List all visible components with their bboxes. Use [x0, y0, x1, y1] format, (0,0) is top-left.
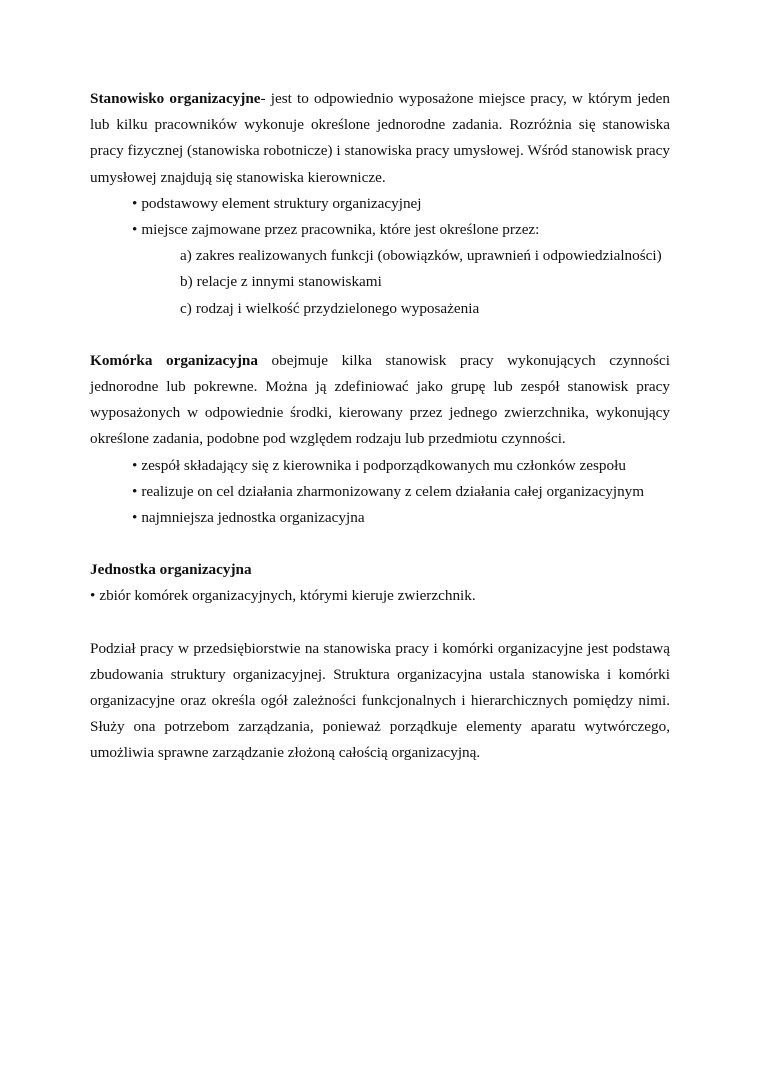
bullet-icon: • — [132, 221, 138, 239]
bullet-icon: • — [132, 509, 138, 527]
bullet-icon: • — [132, 194, 138, 212]
jednostka-bullet-list — [90, 583, 670, 609]
bullet-icon: • — [132, 456, 138, 474]
komorka-term: Komórka organizacyjna — [90, 351, 258, 369]
list-item: • podstawowy element struktury organizacyjnej — [132, 191, 670, 217]
list-item: • zespół składający się z kierownika i podporządkowanych mu członków zespołu — [132, 453, 670, 479]
list-item: a) zakres realizowanych funkcji (obowiązków, uprawnień i odpowiedzialności) — [180, 247, 662, 265]
komorka-definition-text: obejmuje kilka stanowisk pracy wykonujących czynności jednorodne lub pokrewne. Można ją zdefiniować jako grupę lub zespół stanowisk pracy wyposażonych w odpowiednie środki, kierowany przez jednego zwierzchnika, wykonujący określone zadania, podobne pod względem rodzaju lub przedmiotu czynności. — [90, 351, 671, 448]
komorka-definition — [90, 348, 670, 453]
stanowisko-definition-text: - jest to odpowiednio wyposażone miejsce pracy, w którym jeden lub kilku pracowników wykonuje określone jednorodne zadania. Rozróżnia się stanowiska pracy fizycznej (stanowiska robotnicze) i stanowiska pracy umysłowej. Wśród stanowisk pracy umysłowej znajdują się stanowiska kierownicze. — [90, 90, 670, 186]
stanowisko-sub-list — [90, 243, 670, 322]
komorka-bullet-list — [90, 453, 670, 532]
section-spacer — [90, 322, 670, 348]
list-item: • zbiór komórek organizacyjnych, którymi kieruje zwierzchnik. — [90, 583, 670, 609]
list-item: b) relacje z innymi stanowiskami — [180, 273, 382, 291]
stanowisko-bullet-list — [90, 191, 670, 243]
stanowisko-term: Stanowisko organizacyjne — [90, 90, 261, 107]
bullet-icon: • — [90, 587, 96, 605]
list-item: • realizuje on cel działania zharmonizowany z celem działania całej organizacyjnym — [132, 479, 670, 505]
document-page — [90, 86, 670, 767]
list-item: • najmniejsza jednostka organizacyjna — [132, 505, 670, 531]
stanowisko-definition — [90, 86, 670, 191]
section-spacer — [90, 610, 670, 636]
list-item: c) rodzaj i wielkość przydzielonego wyposażenia — [180, 299, 480, 317]
section-spacer — [90, 531, 670, 557]
jednostka-heading — [90, 557, 670, 583]
jednostka-term: Jednostka organizacyjna — [90, 561, 252, 579]
podzial-pracy-paragraph: Podział pracy w przedsiębiorstwie na stanowiska pracy i komórki organizacyjne jest podstawą zbudowania struktury organizacyjnej. Struktura organizacyjna ustala stanowiska i komórki organizacyjne oraz określa ogół zależności funkcjonalnych i hierarchicznych pomiędzy nimi. Służy ona potrzebom zarządzania, ponieważ porządkuje elementy aparatu wytwórczego, umożliwia sprawne zarządzanie złożoną całością organizacyjną. — [90, 639, 670, 762]
bullet-icon: • — [132, 482, 138, 500]
list-item: • miejsce zajmowane przez pracownika, które jest określone przez: — [132, 217, 670, 243]
